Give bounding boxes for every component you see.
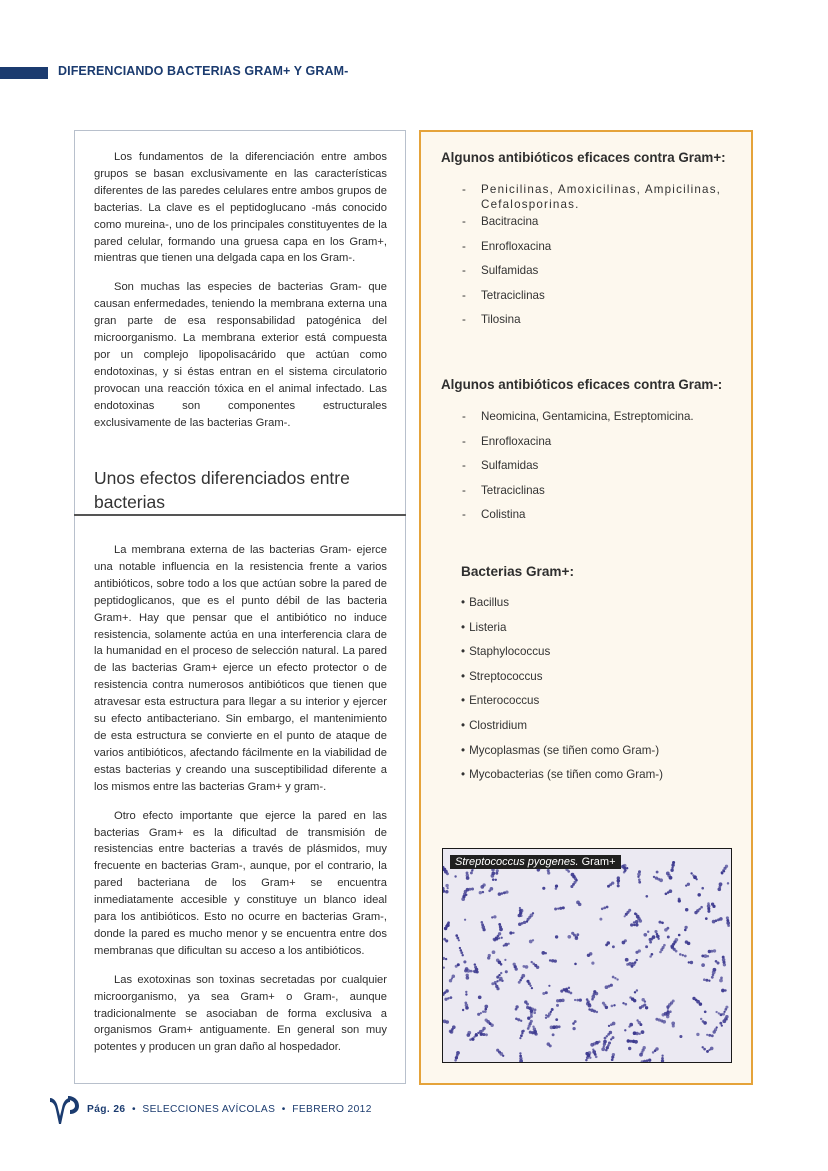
section-divider [74,514,406,516]
micrograph-image [442,848,732,1063]
paragraph: Son muchas las especies de bacterias Gram- que causan enfermedades, teniendo la membrana externa una gran parte de esa responsabilidad patogénica del microorganismo. La membrana exterior está compuesta por un complejo lipopolisacárido que actúan como endotoxinas, y si éstas entran en el sistema circulatorio provocan una reacción tóxica en el animal infectado. Las endotoxinas son componentes estructurales exclusivamente de las bacterias Gram-. [94,281,387,429]
gram-negative-antibiotics-list [462,409,734,532]
paragraph: Otro efecto importante que ejerce la pared en las bacterias Gram+ es la dificultad de transmisión de resistencias entre bacterias a través de plásmidos, muy frecuente en bacterias Gram-, aunque, por el contrario, la pared bacteriana de los Gram+ se encuentra inmediatamente accesible y constituye un blanco ideal para los antibióticos. Esto no ocurre en bacterias Gram-, donde la pared es mucho menor y se encuentra entre dos membranas que dificultan su acceso a los antibióticos. [94,809,387,957]
list-item: • Mycobacterias (se tiñen como Gram-) [461,768,663,782]
list-item: • Streptococcus [461,669,543,683]
list-item: - Tetraciclinas [462,288,545,302]
gram-positive-bacteria-heading: Bacterias Gram+: [461,564,574,579]
publication-logo-icon [48,1094,82,1128]
paragraph: La membrana externa de las bacterias Gram- ejerce una notable influencia en la resistencia frente a varios antibióticos, sobre todo a los que actúan sobre la pared de peptidoglicanos, que es el punto débil de las bacteria Gram+. Hay que pensar que el antibiótico no induce resistencia, solamente actúa en una interferencia clara de la humanidad en el proceso de selección natural. La pared de las bacterias Gram+ ejerce un efecto protector o de resistencia contra numerosos antibióticos que tienen que atravesar esta estructura para llegar a su interior y ejercer su efecto antibacteriano. Sin embargo, el mantenimiento de esta estructura se convierte en el punto de ataque de varios antibióticos, afectando fácilmente en la viabilidad de estas bacterias y creando una susceptibilidad diferente a los mismos entre las bacterias Gram+ y gram-. [94,544,387,793]
list-item: - Penicilinas, Amoxicilinas, Ampicilinas, Cefalosporinas. [462,183,722,211]
paragraph: Las exotoxinas son toxinas secretadas por cualquier microorganismo, ya sea Gram+ o Gram-, aunque tradicionalmente se asociaban de forma exclusiva a organismos Gram+ antiguamente. En general son muy potentes y producen un gran daño al hospedador. [94,973,387,1054]
list-item: • Clostridium [461,718,528,732]
list-item: • Enterococcus [461,694,540,708]
list-item: - Tetraciclinas [462,483,545,497]
list-item: - Sulfamidas [462,264,539,278]
list-item: • Bacillus [461,596,510,609]
running-header: DIFERENCIANDO BACTERIAS GRAM+ Y GRAM- [58,64,349,78]
micrograph-caption: Streptococcus pyogenes. Gram+ [450,855,621,869]
list-item: - Enrofloxacina [462,239,552,253]
list-item: - Sulfamidas [462,459,539,473]
gram-positive-bacteria-list [461,595,663,792]
list-item: • Listeria [461,620,507,634]
list-item: - Tilosina [462,313,521,327]
list-item: • Mycoplasmas (se tiñen como Gram-) [461,743,660,757]
page-footer: Pág. 26 • SELECCIONES AVÍCOLAS • FEBRERO 2012 [87,1104,372,1115]
list-item: - Neomicina, Gentamicina, Estreptomicina. [462,410,694,423]
list-item: - Colistina [462,508,526,522]
paragraph: Los fundamentos de la diferenciación entre ambos grupos se basan exclusivamente en las características diferentes de las paredes celulares entre ambos grupos de bacterias. La clave es el peptidoglucano -más conocido como mureina-, uno de los principales constituyentes de la pared celular, formando una gruesa capa en los Gram+, mientras que tienen una delgada capa en los Gram-. [94,151,387,265]
header-accent-bar [0,67,48,79]
gram-negative-antibiotics-heading: Algunos antibióticos eficaces contra Gram-: [441,377,723,392]
gram-positive-antibiotics-list [462,182,734,337]
body-text [94,542,387,1056]
gram-positive-antibiotics-heading: Algunos antibióticos eficaces contra Gram+: [441,150,726,165]
list-item: • Staphylococcus [461,645,551,659]
intro-text [94,149,387,432]
section-heading: Unos efectos diferenciados entre bacterias [94,468,350,512]
list-item: - Bacitracina [462,215,539,228]
stained-bacteria-dots [443,849,731,1062]
list-item: - Enrofloxacina [462,434,552,448]
